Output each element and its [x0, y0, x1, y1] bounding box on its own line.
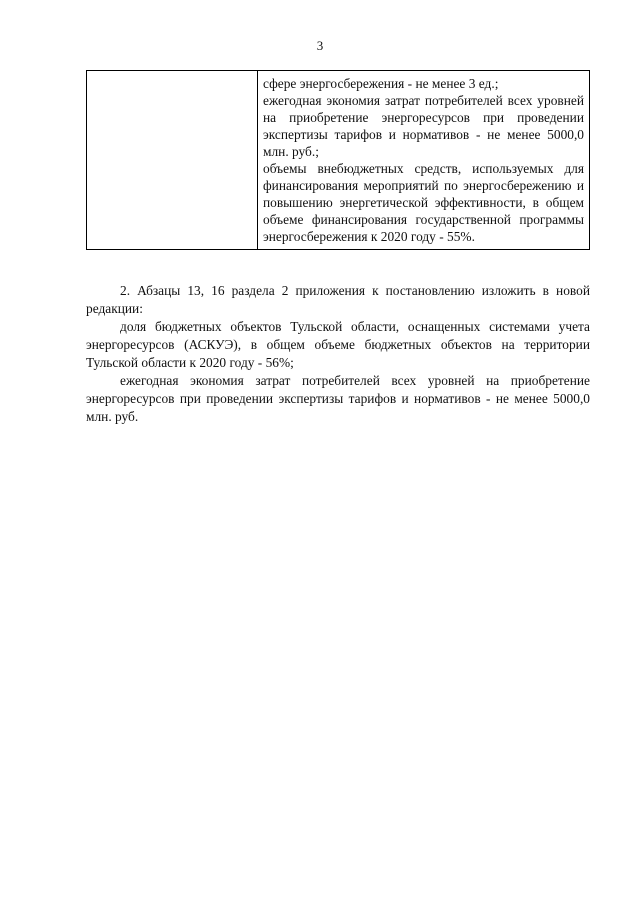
page-number: 3 [316, 38, 324, 53]
table-cell-item: сфере энергосбережения - не менее 3 ед.; [263, 76, 499, 91]
table-cell-item: объемы внебюджетных средств, используемых для финансирования мероприятий по энергосбережению и повышению энергетической эффективности, в общем объеме финансирования государственной программы энергосбережения к 2020 году - 55%. [263, 161, 584, 244]
table-row [87, 71, 590, 250]
paragraph-budget-objects: доля бюджетных объектов Тульской области, оснащенных системами учета энергоресурсов (АСКУЭ), в общем объеме бюджетных объектов на территории Тульской области к 2020 году - 56%; [86, 319, 590, 370]
paragraph-annual-savings: ежегодная экономия затрат потребителей всех уровней на приобретение энергоресурсов при проведении экспертизы тарифов и нормативов - не менее 5000,0 млн. руб. [86, 373, 590, 424]
paragraph-amendment: 2. Абзацы 13, 16 раздела 2 приложения к постановлению изложить в новой редакции: [86, 283, 590, 316]
table-cell-item: ежегодная экономия затрат потребителей всех уровней на приобретение энергоресурсов при проведении экспертизы тарифов и нормативов - не менее 5000,0 млн. руб.; [263, 93, 584, 159]
table-left-cell [87, 71, 258, 250]
body-text [86, 282, 590, 426]
program-table [86, 70, 590, 250]
table-right-cell [258, 71, 590, 250]
